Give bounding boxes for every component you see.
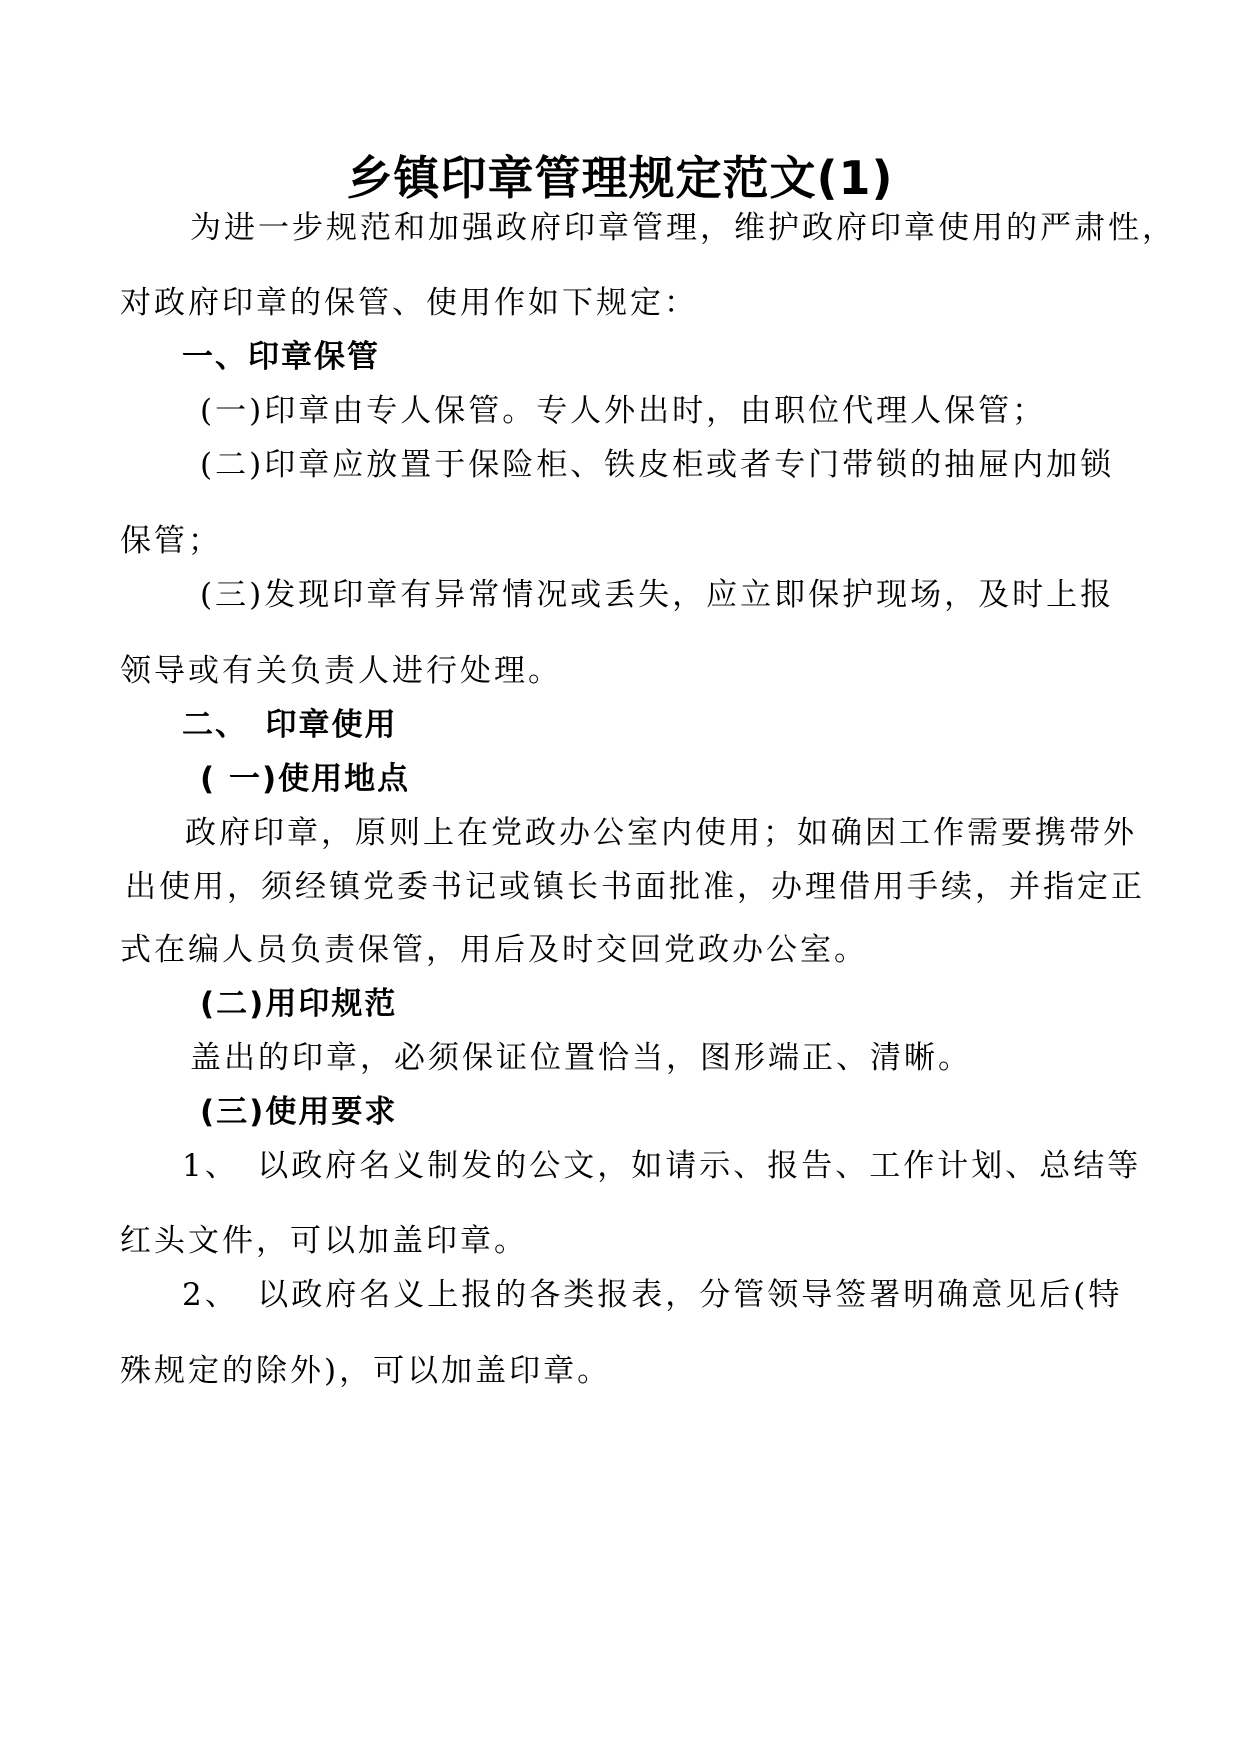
requirement-1-line-1: 1、 以政府名义制发的公文，如请示、报告、工作计划、总结等 — [182, 1148, 1142, 1184]
requirement-2-line-2: 殊规定的除外)，可以加盖印章。 — [120, 1353, 612, 1389]
custody-item-3-line-2: 领导或有关负责人进行处理。 — [120, 653, 562, 689]
paragraph-intro-line-1: 为进一步规范和加强政府印章管理，维护政府印章使用的严肃性， — [190, 210, 1176, 246]
section-heading-seal-custody: 一、印章保管 — [182, 339, 380, 375]
requirement-1-line-2: 红头文件，可以加盖印章。 — [120, 1223, 528, 1259]
subsection-heading-place-of-use: ( 一)使用地点 — [200, 761, 411, 797]
custody-item-1: (一)印章由专人保管。专人外出时，由职位代理人保管； — [200, 393, 1047, 429]
place-of-use-line-3: 式在编人员负责保管，用后及时交回党政办公室。 — [120, 932, 868, 968]
subsection-heading-stamping-standard: (二)用印规范 — [200, 986, 398, 1022]
section-heading-seal-use: 二、 印章使用 — [182, 707, 398, 743]
subsection-heading-use-requirements: (三)使用要求 — [200, 1094, 398, 1130]
requirement-2-line-1: 2、 以政府名义上报的各类报表，分管领导签署明确意见后(特 — [182, 1277, 1123, 1313]
paragraph-intro-line-2: 对政府印章的保管、使用作如下规定： — [120, 285, 698, 321]
place-of-use-line-2: 出使用，须经镇党委书记或镇长书面批准，办理借用手续，并指定正 — [125, 869, 1145, 905]
custody-item-3-line-1: (三)发现印章有异常情况或丢失，应立即保护现场，及时上报 — [200, 577, 1115, 613]
custody-item-2-line-2: 保管； — [120, 523, 222, 559]
stamping-standard-line: 盖出的印章，必须保证位置恰当，图形端正、清晰。 — [190, 1040, 972, 1076]
custody-item-2-line-1: (二)印章应放置于保险柜、铁皮柜或者专门带锁的抽屉内加锁 — [200, 447, 1115, 483]
document-title: 乡镇印章管理规定范文(1) — [346, 151, 894, 205]
place-of-use-line-1: 政府印章，原则上在党政办公室内使用；如确因工作需要携带外 — [185, 815, 1137, 851]
